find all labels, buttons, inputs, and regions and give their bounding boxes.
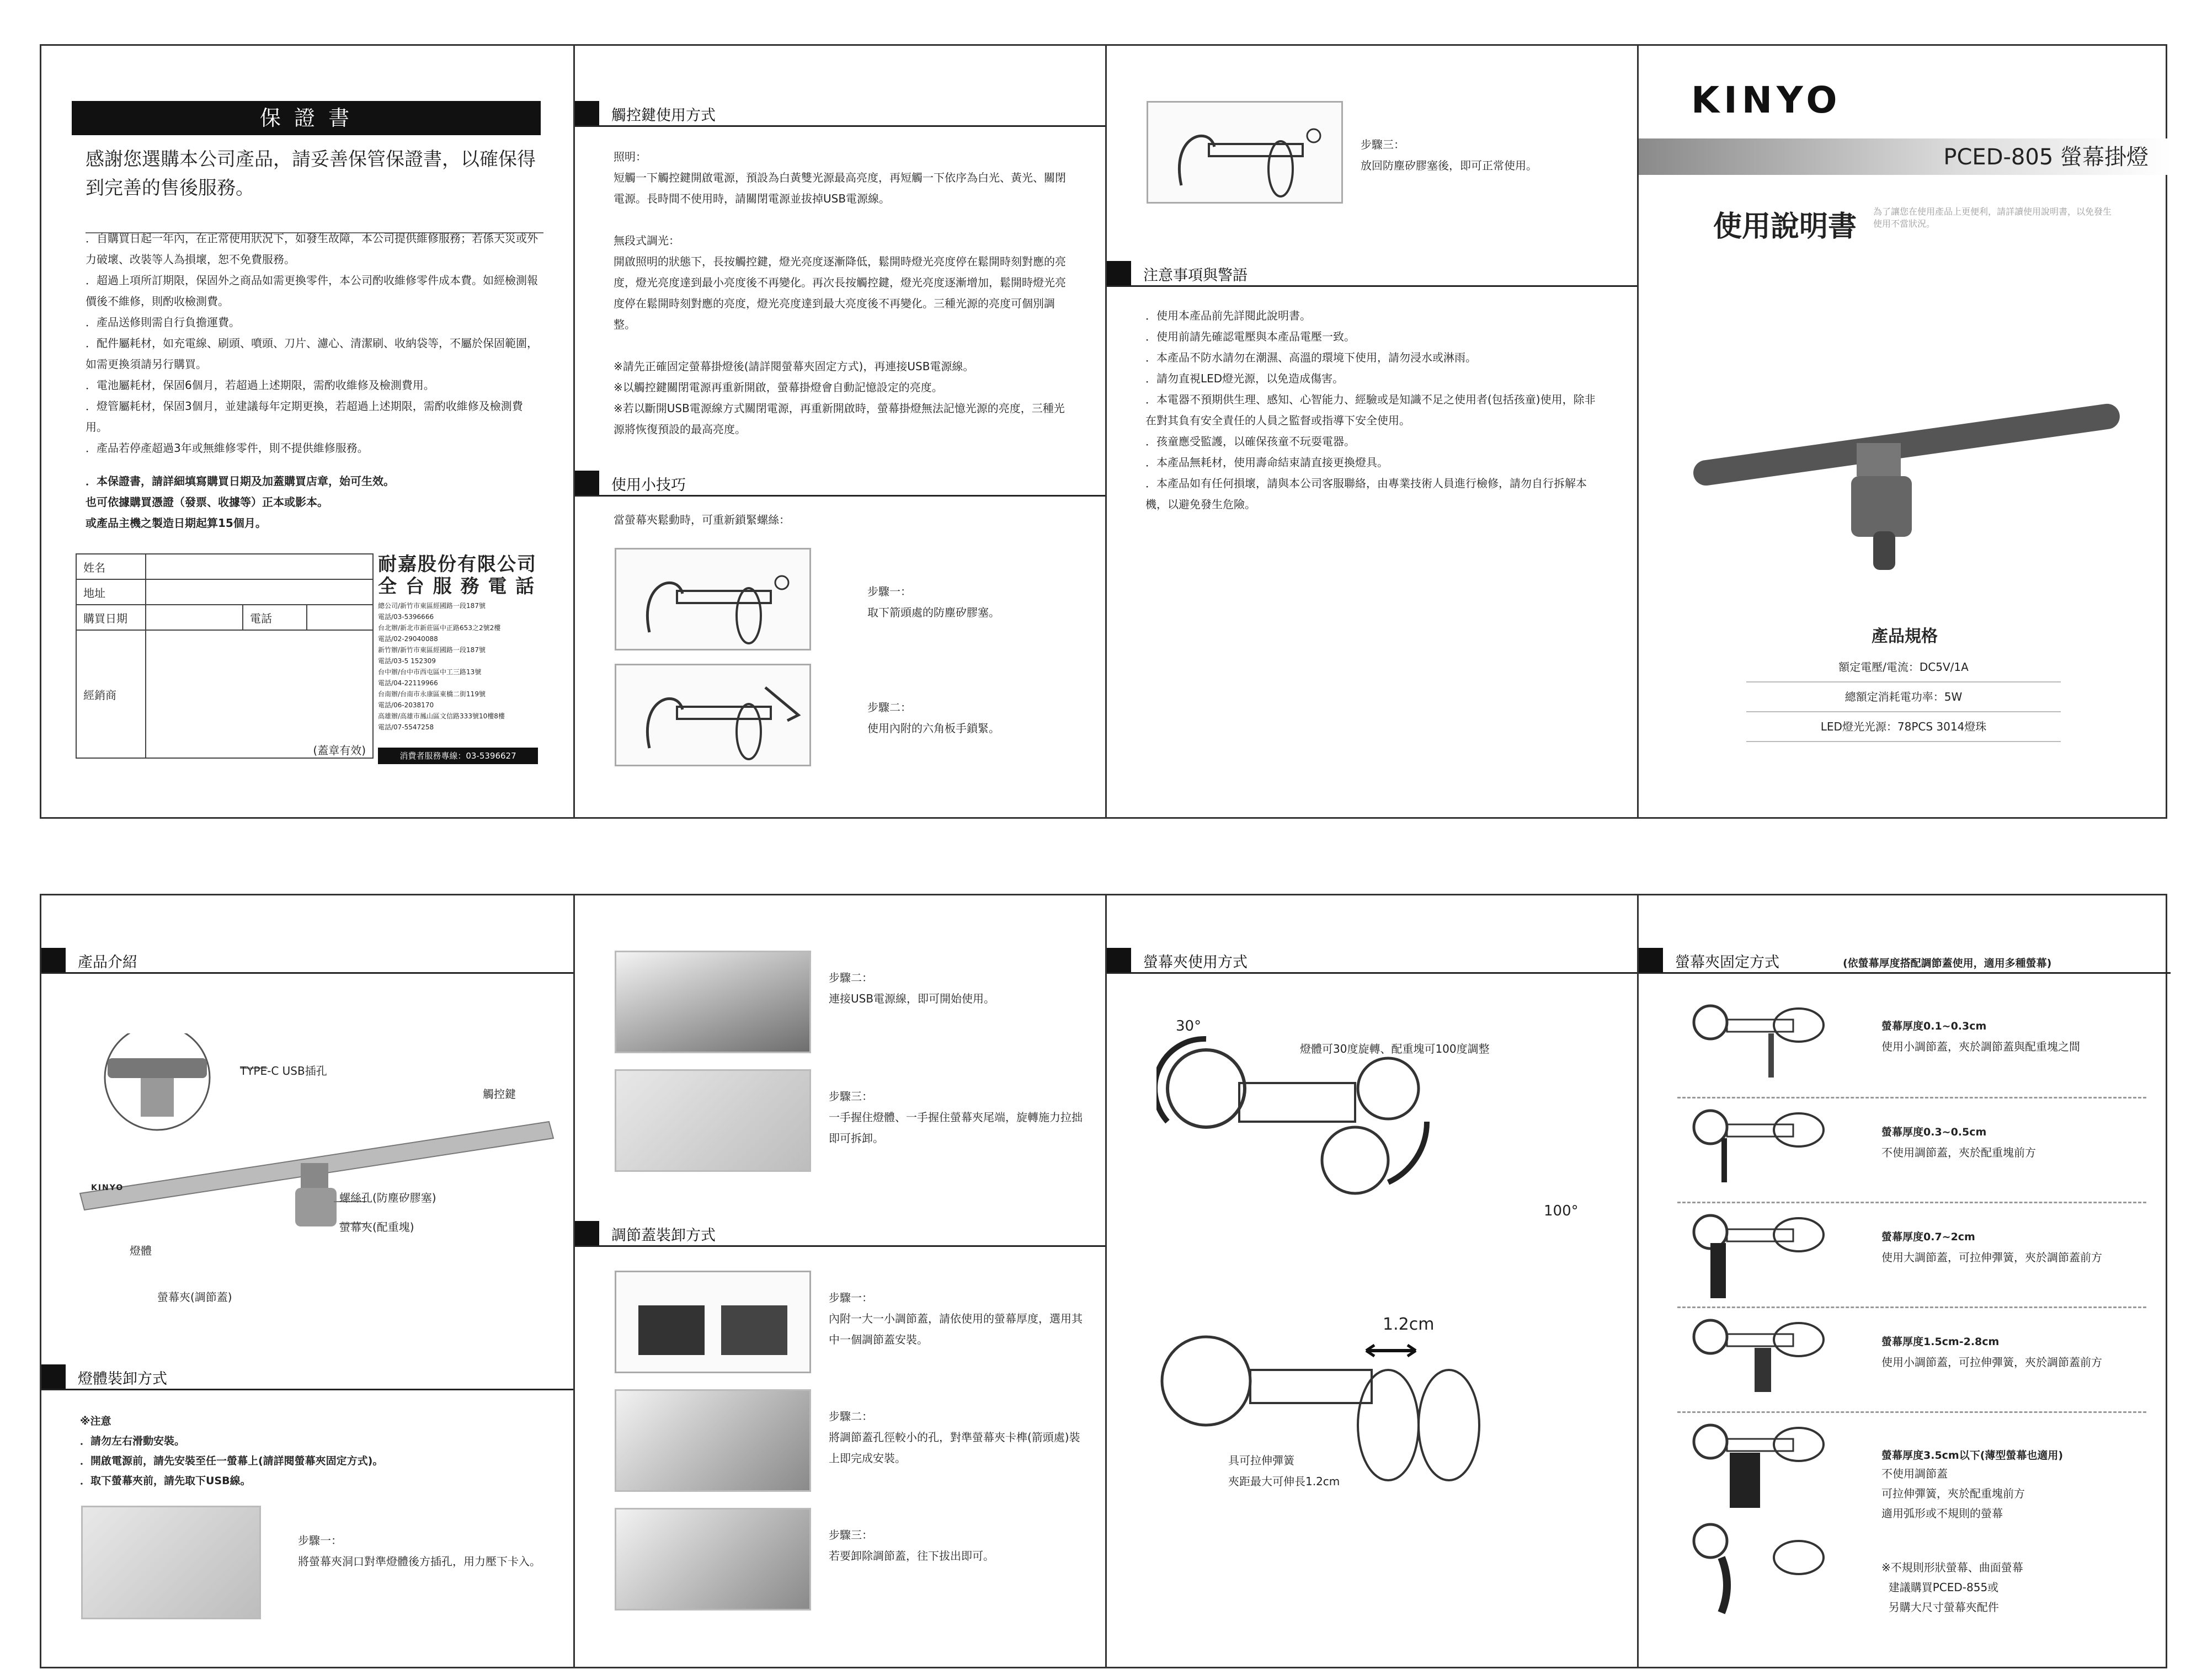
form-address-label: 地址 <box>76 579 146 605</box>
angle-100: 100° <box>1544 1203 1579 1219</box>
cap-step1-diagram <box>615 1271 811 1373</box>
form-phone-label: 電話 <box>243 605 307 630</box>
spec-title: 產品規格 <box>1872 627 1938 646</box>
form-date-label: 購買日期 <box>76 605 146 630</box>
lamp-logo: KINYO <box>1705 443 1742 454</box>
form-date-field <box>146 605 243 630</box>
heading-marker <box>41 1364 66 1389</box>
manual-title: 使用說明書 <box>1713 210 1857 243</box>
touch-body: 照明： 短觸一下觸控鍵開啟電源，預設為白黃雙光源最高亮度，再短觸一下依序為白光、黃光、關閉電源。長時間不使用時，請關閉電源並拔掉USB電源線。 無段式調光： 開啟照明的狀態下，長按觸控鍵，燈光亮度逐漸降低，鬆開時燈光亮度停在鬆開時刻對應的亮度，燈光亮度達到最小亮度後不再變化。再次長按觸控鍵，燈光亮度逐漸增加，鬆開時燈光亮度停在鬆開時刻對應的亮度，燈光亮度達到最大亮度後不再變化。三種光源的亮度可個別調整。 ※請先正確固定螢幕掛燈後(請詳閱螢幕夾固定方式)，再連接USB電源線。 ※以觸控鍵關閉電源再重新開啟，螢幕掛燈會自動記憶設定的亮度。 ※若以斷開USB電源線方式關閉電源，再重新開啟時，螢幕掛燈無法記憶光源的亮度，三種光源將恢復預設的最高亮度。 <box>614 150 1066 436</box>
clip-fix-subheading: (依螢幕厚度搭配調節蓋使用，適用多種螢幕) <box>1843 957 2052 969</box>
heading-marker <box>1639 948 1663 972</box>
clip-use-panel <box>1105 895 1639 1667</box>
thickness-desc-3: 使用大調節蓋，可拉伸彈簧，夾於調節蓋前方 <box>1881 1251 2102 1264</box>
cover-panel <box>1637 46 2171 817</box>
section-heading <box>1107 261 1639 287</box>
thickness-desc-5: 不使用調節蓋 可拉伸彈簧，夾於配重塊前方 適用弧形或不規則的螢幕 <box>1881 1467 2025 1520</box>
section-heading <box>575 1221 1107 1247</box>
mount-panel <box>573 895 1107 1667</box>
warranty-intro: 感謝您選購本公司產品，請妥善保管保證書，以確保得到完善的售後服務。 <box>86 148 536 199</box>
cap-step2-photo <box>615 1389 811 1492</box>
form-address-field <box>146 579 373 605</box>
divider <box>1677 1411 2146 1413</box>
cap-step3-photo <box>615 1508 811 1610</box>
form-phone-field <box>307 605 373 630</box>
tips-step1: 步驟一： 取下箭頭處的防塵矽膠塞。 <box>867 585 1000 619</box>
section-heading <box>1107 948 1639 974</box>
divider <box>1677 1097 2146 1098</box>
label-usb: TYPE-C USB插孔 <box>240 1064 327 1078</box>
intro-heading: 產品介紹 <box>78 954 137 971</box>
clip-fix-panel <box>1637 895 2171 1667</box>
angle-30: 30° <box>1176 1018 1202 1034</box>
spring-diagram <box>1156 1315 1598 1497</box>
label-screw-hole: 螺絲孔(防塵矽膠塞) <box>339 1191 436 1204</box>
touch-heading: 觸控鍵使用方式 <box>611 107 716 124</box>
service-title: 全 台 服 務 電 話 <box>378 575 536 598</box>
clip-fix-heading: 螢幕夾固定方式 <box>1675 954 1779 971</box>
mount-heading: 燈體裝卸方式 <box>78 1370 167 1388</box>
thickness-desc-1: 使用小調節蓋，夾於調節蓋與配重塊之間 <box>1881 1040 2080 1053</box>
cap-heading: 調節蓋裝卸方式 <box>611 1227 716 1244</box>
thickness-diagram-5 <box>1688 1420 1832 1618</box>
warranty-notice: ．本保證書，請詳細填寫購買日期及加蓋購買店章，始可生效。 也可依據購買憑證（發票、收據等）正本或影本。 或產品主機之製造日期起算15個月。 <box>86 474 395 530</box>
mount-notes: ※注意 ．請勿左右滑動安裝。 ．開啟電源前，請先安裝至任一螢幕上(請詳閱螢幕夾固定方式)。 ．取下螢幕夾前，請先取下USB線。 <box>80 1415 383 1487</box>
heading-marker <box>1107 261 1131 285</box>
thickness-diagram-3 <box>1688 1210 1832 1298</box>
cautions-list: ．使用本產品前先詳閱此說明書。 ．使用前請先確認電壓與本產品電壓一致。 ．本產品不防水請勿在潮濕、高溫的環境下使用，請勿浸水或淋雨。 ．請勿直視LED燈光源，以免造成傷害。 ．本電器不預期供生理、感知、心智能力、經驗或是知識不足之使用者(包括孩童)使用，除非在對其負有安全責任的人員之監督或指導下安全使用。 ．孩童應受監護，以確保孩童不玩耍電器。 ．本產品無耗材，使用壽命結束請直接更換燈具。 ．本產品如有任何損壞，請與本公司客服聯絡，由專業技術人員進行檢修，請勿自行拆解本機，以避免發生危險。 <box>1145 309 1596 511</box>
hotline: 消費者服務專線：03-5396627 <box>378 748 538 764</box>
cap-step1: 步驟一： 內附一大一小調節蓋，請依使用的螢幕厚度，選用其中一個調節蓋安裝。 <box>829 1291 1083 1346</box>
spec-voltage: 額定電壓/電流：DC5V/1A <box>1746 653 2061 682</box>
tips-heading: 使用小技巧 <box>611 477 686 494</box>
thickness-title-1: 螢幕厚度0.1~0.3cm <box>1881 1020 1987 1032</box>
tips-step2: 步驟二： 使用內附的六角板手鎖緊。 <box>867 701 1000 735</box>
mount-step1-photo <box>81 1506 261 1619</box>
form-name-field <box>146 554 373 579</box>
divider <box>1677 1202 2146 1203</box>
cap-step2: 步驟二： 將調節蓋孔徑較小的孔，對準螢幕夾卡榫(箭頭處)裝上即完成安裝。 <box>829 1410 1080 1465</box>
form-name-label: 姓名 <box>76 554 146 579</box>
intro-panel <box>41 895 573 1667</box>
label-lamp-body: 燈體 <box>130 1244 152 1257</box>
branch-list: 總公司/新竹市東區經國路一段187號 電話/03-5396666 台北辦/新北市新莊區中正路653之2號2樓 電話/02-29040088 新竹辦/新竹市東區經國路一段187號 電話/03-5 152309 台中辦/台中市西屯區中工三路13號 電話/04-22119966 台南辦/台南市永康區東橋二街119號 電話/06-2038170 高雄辦/高雄市鳳山區文信路333號10樓8樓 電話/07-5547258 <box>378 602 505 731</box>
thickness-title-4: 螢幕厚度1.5cm-2.8cm <box>1881 1336 2000 1348</box>
company-name: 耐嘉股份有限公司 <box>378 553 537 575</box>
touch-panel <box>573 46 1107 817</box>
heading-marker <box>575 1221 599 1245</box>
thickness-desc-2: 不使用調節蓋，夾於配重塊前方 <box>1881 1146 2036 1159</box>
mount-step2-photo <box>615 951 811 1053</box>
section-heading <box>575 101 1107 127</box>
thickness-diagram-2 <box>1688 1105 1832 1193</box>
warranty-title: 保 證 書 <box>72 101 541 135</box>
cautions-panel <box>1105 46 1639 817</box>
spec-power: 總額定消耗電功率：5W <box>1746 682 2061 712</box>
spring-note: 具可拉伸彈簧 夾距最大可伸長1.2cm <box>1228 1454 1340 1488</box>
plug-replace-diagram <box>1147 101 1343 204</box>
spec-led: LED燈光光源：78PCS 3014燈珠 <box>1746 712 2061 742</box>
screw-plug-diagram <box>615 548 811 650</box>
label-clip-weight: 螢幕夾(配重塊) <box>339 1220 414 1234</box>
manual-inner-sheet <box>40 894 2167 1668</box>
form-dealer-label: 經銷商 <box>76 630 146 758</box>
thickness-title-5: 螢幕厚度3.5cm以下(薄型螢幕也適用) <box>1881 1449 2064 1462</box>
heading-marker <box>575 471 599 495</box>
rotate-note: 燈體可30度旋轉、配重塊可100度調整 <box>1300 1042 1490 1055</box>
form-stamp-note: (蓋章有效) <box>146 630 373 758</box>
lamp-illustration <box>1691 355 2133 586</box>
section-heading <box>41 948 573 974</box>
manual-note: 為了讓您在使用產品上更便利，請詳讀使用說明書，以免發生使用不當狀況。 <box>1873 206 2112 229</box>
brand-logo: KINYO <box>1691 79 1842 121</box>
thickness-title-3: 螢幕厚度0.7~2cm <box>1881 1231 1975 1243</box>
section-heading <box>41 1364 573 1390</box>
label-touch-key: 觸控鍵 <box>483 1087 516 1101</box>
cap-step3: 步驟三： 若要卸除調節蓋，往下拔出即可。 <box>829 1528 994 1562</box>
mount-step2: 步驟二： 連接USB電源線，即可開始使用。 <box>829 971 995 1005</box>
label-clip-cap: 螢幕夾(調節蓋) <box>157 1290 232 1304</box>
hex-key-diagram <box>615 664 811 766</box>
irregular-screen-note: ※不規則形狀螢幕、曲面螢幕 建議購買PCED-855或 另購大尺寸螢幕夾配件 <box>1881 1561 2023 1614</box>
tips-intro: 當螢幕夾鬆動時，可重新鎖緊螺絲： <box>614 513 790 526</box>
registration-form <box>76 553 374 759</box>
cautions-step3: 步驟三： 放回防塵矽膠塞後，即可正常使用。 <box>1361 138 1537 172</box>
clip-use-heading: 螢幕夾使用方式 <box>1143 954 1248 971</box>
thickness-desc-4: 使用小調節蓋，可拉伸彈簧，夾於調節蓋前方 <box>1881 1356 2102 1369</box>
thickness-diagram-1 <box>1688 1000 1832 1089</box>
cautions-heading: 注意事項與警語 <box>1143 267 1248 284</box>
section-heading <box>575 471 1107 497</box>
mount-step3: 步驟三： 一手握住燈體、一手握住螢幕夾尾端，旋轉施力拉拙即可拆卸。 <box>829 1090 1083 1145</box>
warranty-panel <box>41 46 573 817</box>
mount-step1: 步驟一： 將螢幕夾洞口對準燈體後方插孔，用力壓下卡入。 <box>298 1534 541 1568</box>
heading-marker <box>1107 948 1131 972</box>
thickness-title-2: 螢幕厚度0.3~0.5cm <box>1881 1126 1987 1138</box>
spring-length: 1.2cm <box>1383 1315 1435 1334</box>
heading-marker <box>41 948 66 972</box>
thickness-diagram-4 <box>1688 1315 1832 1403</box>
model-name: PCED-805 螢幕掛燈 <box>1943 145 2149 170</box>
divider <box>1677 1306 2146 1308</box>
lamp-logo: KINYO <box>91 1183 124 1192</box>
mount-step3-photo <box>615 1069 811 1172</box>
warranty-terms: ．自購買日起一年內，在正常使用狀況下，如發生故障，本公司提供維修服務；若係天災或外力破壞、改裝等人為損壞，恕不免費服務。 ．超過上項所訂期限，保固外之商品如需更換零件，本公司酌收維修零件成本費。如經檢測報價後不維修，則酌收檢測費。 ．產品送修則需自行負擔運費。 ．配件屬耗材，如充電線、刷頭、噴頭、刀片、濾心、清潔刷、收納袋等，不屬於保固範圍，如需更換須請另行購買。 ．電池屬耗材，保固6個月，若超過上述期限，需酌收維修及檢測費用。 ．燈管屬耗材，保固3個月，並建議每年定期更換，若超過上述期限，需酌收維修及檢測費用。 ．產品若停產超過3年或無維修零件，則不提供維修服務。 <box>86 232 538 455</box>
heading-marker <box>575 101 599 125</box>
manual-outer-sheet <box>40 44 2167 819</box>
